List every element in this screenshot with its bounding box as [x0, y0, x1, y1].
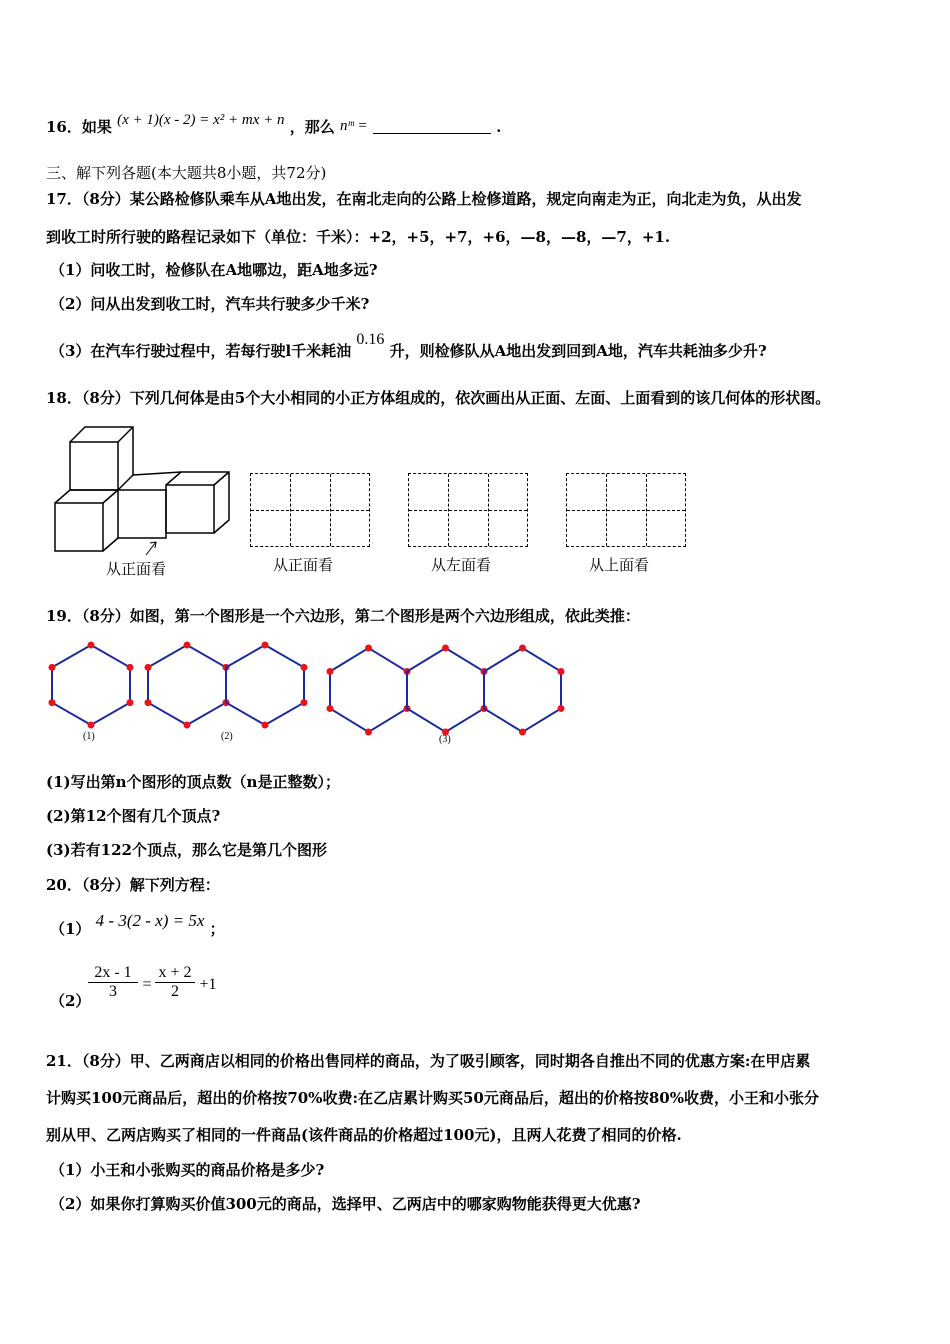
- hexagon-vertex: [127, 664, 134, 671]
- hexagon-vertex: [301, 664, 308, 671]
- hexagon-figure-1: [49, 642, 134, 729]
- q19-part1: (1)写出第n个图形的顶点数（n是正整数）；: [46, 773, 340, 791]
- hexagon-vertex: [127, 699, 134, 706]
- cube-bottom-middle: [118, 490, 166, 538]
- q20-eq2-label: （2）: [50, 992, 91, 1010]
- hexagon-vertex: [184, 642, 191, 649]
- q20-eq2-equals: =: [142, 976, 152, 993]
- grid-left-caption: 从左面看: [431, 556, 492, 574]
- view-arrow: [146, 542, 156, 555]
- hexagon-vertex: [327, 668, 334, 675]
- hexagon-vertex: [365, 729, 372, 736]
- q20-eq1-row: [50, 911, 225, 939]
- q20-eq1-tail: ；: [209, 920, 225, 938]
- hexagon-vertex: [519, 729, 526, 736]
- q20-eq2-tail: +1: [199, 976, 217, 993]
- q20-eq2-left-den: 3: [109, 983, 117, 1000]
- q21-line2: 计购买100元商品后，超出的价格按70%收费:在乙店累计购买50元商品后，超出的价格按80%收费，小王和小张分: [46, 1089, 819, 1107]
- grid-top-caption: 从上面看: [589, 556, 650, 574]
- q19-part2: (2)第12个图有几个顶点?: [46, 807, 221, 825]
- q17-part1: （1）问收工时，检修队在A地哪边，距A地多远?: [50, 261, 378, 279]
- q20-eq1: 4 - 3(2 - x) = 5x: [95, 911, 205, 930]
- q16-tail: .: [496, 118, 502, 136]
- hexagon-vertex: [327, 705, 334, 712]
- q17-part2: （2）问从出发到收工时，汽车共行驶多少千米?: [50, 295, 370, 313]
- q20-eq1-label: （1）: [50, 920, 91, 938]
- hexagon-vertex: [145, 664, 152, 671]
- grid-top: [566, 473, 686, 547]
- q16-answer-blank[interactable]: [373, 119, 491, 134]
- fig-label-2: (2): [221, 731, 233, 742]
- cube-solid-figure: [50, 420, 240, 560]
- hexagon-vertex: [442, 645, 449, 652]
- hexagon-vertex: [49, 664, 56, 671]
- q19-part3: (3)若有122个顶点，那么它是第几个图形: [46, 841, 327, 859]
- section3-heading: 三、解下列各题(本大题共8小题，共72分): [46, 164, 327, 182]
- hexagon-vertex: [558, 705, 565, 712]
- hexagon: [330, 648, 407, 732]
- hexagon-figures: [40, 630, 580, 750]
- hexagon-vertex: [262, 722, 269, 729]
- q16-line: [46, 112, 502, 137]
- hexagon-vertex: [145, 699, 152, 706]
- hexagon-vertex: [558, 668, 565, 675]
- q17-part3-b: 升，则检修队从A地出发到回到A地，汽车共耗油多少升?: [389, 342, 767, 360]
- hexagon-vertex: [49, 699, 56, 706]
- hexagon-figure-3: [327, 645, 565, 736]
- grid-left: [408, 473, 528, 547]
- hexagon-figure-2: [145, 642, 308, 729]
- hexagon-vertex: [301, 699, 308, 706]
- q17-part3: [50, 331, 767, 361]
- q21-part1: （1）小王和小张购买的商品价格是多少?: [50, 1161, 325, 1179]
- q20-line1: 20．（8分）解下列方程：: [46, 876, 220, 894]
- q21-part2: （2）如果你打算购买价值300元的商品，选择甲、乙两店中的哪家购物能获得更大优惠?: [50, 1195, 641, 1213]
- q21-line3: 别从甲、乙两店购买了相同的一件商品(该件商品的价格超过100元)，且两人花费了相同的价格.: [46, 1126, 682, 1144]
- cube-bottom-right: [166, 485, 214, 533]
- q20-eq2-left-fraction: [88, 964, 138, 1001]
- q17-line1: 17．（8分）某公路检修队乘车从A地出发，在南北走向的公路上检修道路，规定向南走为正，向北走为负，从出发: [46, 190, 802, 208]
- hexagon-vertex: [184, 722, 191, 729]
- hexagon-vertex: [88, 642, 95, 649]
- hexagon-vertex: [519, 645, 526, 652]
- q17-fuel-rate: 0.16: [356, 331, 385, 348]
- solid-caption: 从正面看: [106, 560, 167, 578]
- grid-front-caption: 从正面看: [273, 556, 334, 574]
- q17-part3-a: （3）在汽车行驶过程中，若每行驶l千米耗油: [50, 342, 352, 360]
- q17-line2: 到收工时所行驶的路程记录如下（单位：千米）：+2，+5，+7，+6，—8，—8，—7，+1.: [46, 228, 671, 246]
- q20-eq2-right-den: 2: [171, 983, 179, 1000]
- q19-line1: 19．（8分）如图，第一个图形是一个六边形，第二个图形是两个六边形组成，依此类推：: [46, 607, 640, 625]
- q20-eq2-right-num: x + 2: [158, 964, 192, 981]
- grid-front: [250, 473, 370, 547]
- q16-middle: ，那么: [289, 118, 335, 136]
- q20-eq2-left-num: 2x - 1: [94, 964, 132, 981]
- q16-equation: (x + 1)(x - 2) = x² + mx + n: [117, 112, 285, 128]
- hexagon: [407, 648, 484, 732]
- q18-line1: 18．（8分）下列几何体是由5个大小相同的小正方体组成的，依次画出从正面、左面、上面看到的该几何体的形状图。: [46, 389, 831, 407]
- q20-eq2-right-fraction: [155, 964, 195, 1001]
- hexagon: [148, 645, 226, 725]
- hexagon: [226, 645, 304, 725]
- q21-line1: 21．（8分）甲、乙两商店以相同的价格出售同样的商品，为了吸引顾客，同时期各自推出不同的优惠方案:在甲店累: [46, 1052, 811, 1070]
- q16-expr: nᵐ =: [340, 118, 368, 134]
- q16-number: 16．如果: [46, 118, 112, 136]
- hexagon-vertex: [365, 645, 372, 652]
- hexagon: [484, 648, 561, 732]
- hexagon-vertex: [262, 642, 269, 649]
- cube-top-front: [70, 442, 118, 490]
- fig-label-1: (1): [83, 731, 95, 742]
- cube-bottom-left: [55, 503, 103, 551]
- hexagon: [52, 645, 130, 725]
- hexagon-vertex: [88, 722, 95, 729]
- fig-label-3: (3): [439, 734, 451, 745]
